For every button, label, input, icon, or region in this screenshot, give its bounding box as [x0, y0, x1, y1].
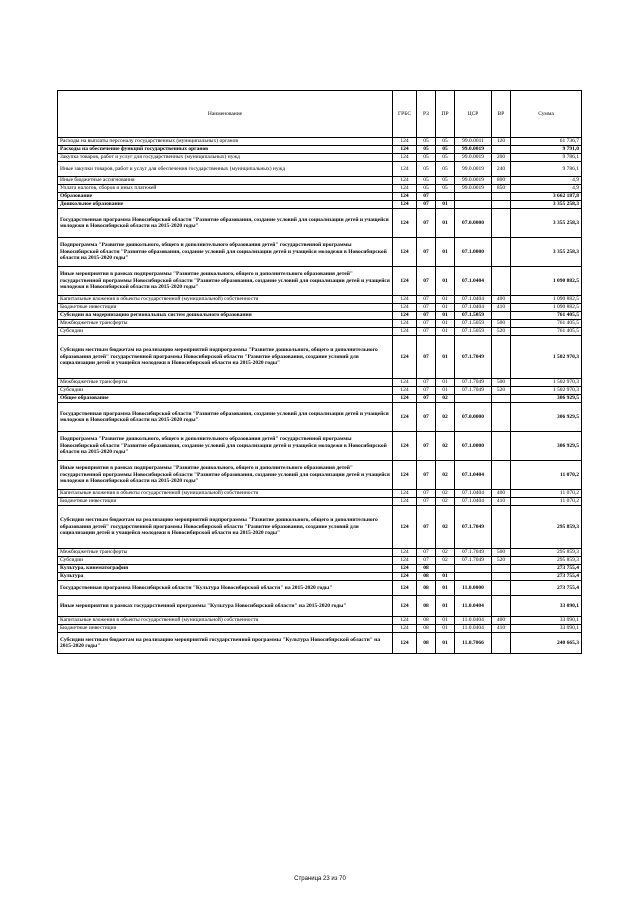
- table-row: [58, 403, 582, 432]
- cell-sum: 9 786,1: [511, 154, 582, 162]
- cell-vr: [492, 403, 511, 432]
- cell-rz: 05: [417, 154, 436, 162]
- cell-vr: 400: [492, 490, 511, 498]
- cell-pr: 02: [436, 557, 455, 565]
- table-row: [58, 177, 582, 185]
- cell-pr: 05: [436, 177, 455, 185]
- cell-csr: 07.1.0404: [455, 296, 492, 304]
- cell-csr: [455, 573, 492, 581]
- cell-name: Культура: [58, 573, 393, 581]
- cell-csr: 07.1.7049: [455, 387, 492, 395]
- cell-sum: 1 090 882,5: [511, 267, 582, 296]
- cell-pr: 02: [436, 498, 455, 506]
- cell-sum: 295 859,3: [511, 549, 582, 557]
- cell-grbs: 124: [393, 596, 417, 617]
- cell-grbs: 124: [393, 146, 417, 154]
- cell-grbs: 124: [393, 581, 417, 596]
- cell-sum: 9 791,0: [511, 146, 582, 154]
- table-row: [58, 617, 582, 625]
- cell-rz: 07: [417, 312, 436, 320]
- cell-vr: 520: [492, 387, 511, 395]
- table-body: [58, 138, 582, 654]
- cell-grbs: 124: [393, 432, 417, 461]
- table-header-row: [58, 91, 582, 138]
- cell-rz: 08: [417, 617, 436, 625]
- cell-vr: 400: [492, 296, 511, 304]
- cell-name: Иные мероприятия в рамках государственной программы "Культура Новосибирской области" на 2015-2020 годы": [58, 596, 393, 617]
- table-row: [58, 565, 582, 573]
- cell-rz: 05: [417, 177, 436, 185]
- cell-name: Капитальные вложения в объекты государственной (муниципальной) собственности: [58, 617, 393, 625]
- cell-grbs: 124: [393, 549, 417, 557]
- cell-rz: 07: [417, 387, 436, 395]
- table-row: [58, 296, 582, 304]
- cell-grbs: 124: [393, 320, 417, 328]
- cell-name: Субсидии: [58, 328, 393, 336]
- cell-rz: 07: [417, 209, 436, 238]
- cell-rz: 07: [417, 320, 436, 328]
- cell-csr: 07.1.0000: [455, 238, 492, 267]
- table-row: [58, 498, 582, 506]
- cell-sum: 1 090 882,5: [511, 304, 582, 312]
- cell-pr: 05: [436, 185, 455, 193]
- cell-name: Межбюджетные трансферты: [58, 379, 393, 387]
- cell-grbs: 124: [393, 379, 417, 387]
- cell-csr: [455, 201, 492, 209]
- table-row: [58, 395, 582, 403]
- cell-grbs: 124: [393, 185, 417, 193]
- cell-pr: 01: [436, 209, 455, 238]
- cell-csr: 99.0.0019: [455, 162, 492, 177]
- cell-pr: 02: [436, 506, 455, 549]
- header-name: Наименование: [58, 91, 393, 138]
- cell-csr: [455, 395, 492, 403]
- cell-name: Капитальные вложения в объекты государственной (муниципальной) собственности: [58, 490, 393, 498]
- cell-grbs: 124: [393, 633, 417, 654]
- cell-vr: 410: [492, 498, 511, 506]
- cell-name: Бюджетные инвестиции: [58, 498, 393, 506]
- cell-csr: 07.1.0000: [455, 432, 492, 461]
- cell-pr: 05: [436, 138, 455, 146]
- cell-vr: [492, 432, 511, 461]
- cell-pr: 01: [436, 336, 455, 379]
- cell-sum: 761 405,5: [511, 320, 582, 328]
- cell-sum: 33 090,1: [511, 625, 582, 633]
- cell-csr: 07.1.5059: [455, 328, 492, 336]
- cell-rz: 05: [417, 146, 436, 154]
- cell-name: Иные закупки товаров, работ и услуг для обеспечения государственных (муниципальных) нужд: [58, 162, 393, 177]
- cell-sum: 761 405,5: [511, 328, 582, 336]
- cell-pr: 02: [436, 461, 455, 490]
- cell-name: Расходы на обеспечение функций государственных органов: [58, 146, 393, 154]
- table-row: [58, 238, 582, 267]
- cell-rz: 08: [417, 633, 436, 654]
- cell-vr: [492, 633, 511, 654]
- cell-name: Культура, кинематография: [58, 565, 393, 573]
- cell-rz: 07: [417, 201, 436, 209]
- cell-csr: 07.1.0404: [455, 490, 492, 498]
- cell-sum: 306 929,5: [511, 395, 582, 403]
- cell-csr: 07.1.7049: [455, 557, 492, 565]
- cell-sum: 761 405,5: [511, 312, 582, 320]
- cell-sum: 33 090,1: [511, 596, 582, 617]
- cell-sum: 273 755,4: [511, 565, 582, 573]
- cell-name: Дошкольное образование: [58, 201, 393, 209]
- cell-sum: 3 355 258,3: [511, 238, 582, 267]
- table-row: [58, 490, 582, 498]
- cell-sum: 11 070,2: [511, 490, 582, 498]
- cell-csr: 99.0.0011: [455, 138, 492, 146]
- cell-name: Иные мероприятия в рамках подпрограммы "Развитие дошкольного, общего и дополнительного образования детей" государственной программы Новосибирской области "Развитие образования, создание условий для социализации детей и учащейся молодежи в Новосибирской области на 2015-2020 годы": [58, 461, 393, 490]
- table-row: [58, 312, 582, 320]
- table-row: [58, 185, 582, 193]
- table-row: [58, 379, 582, 387]
- cell-sum: 240 665,3: [511, 633, 582, 654]
- table-row: [58, 146, 582, 154]
- cell-sum: 306 929,5: [511, 403, 582, 432]
- cell-pr: 01: [436, 379, 455, 387]
- table-row: [58, 138, 582, 146]
- table-row: [58, 432, 582, 461]
- cell-pr: 02: [436, 403, 455, 432]
- cell-vr: [492, 238, 511, 267]
- table-row: [58, 201, 582, 209]
- cell-vr: 120: [492, 138, 511, 146]
- table-row: [58, 336, 582, 379]
- cell-vr: [492, 565, 511, 573]
- cell-pr: 01: [436, 328, 455, 336]
- cell-sum: 273 755,4: [511, 581, 582, 596]
- header-sum: Сумма: [511, 91, 582, 138]
- cell-csr: 07.1.5059: [455, 312, 492, 320]
- header-csr: ЦСР: [455, 91, 492, 138]
- cell-csr: 07.1.0404: [455, 304, 492, 312]
- table-row: [58, 328, 582, 336]
- cell-grbs: 124: [393, 506, 417, 549]
- cell-grbs: 124: [393, 403, 417, 432]
- cell-pr: 05: [436, 154, 455, 162]
- cell-pr: 05: [436, 146, 455, 154]
- cell-name: Бюджетные инвестиции: [58, 304, 393, 312]
- cell-name: Общее образование: [58, 395, 393, 403]
- cell-vr: 850: [492, 185, 511, 193]
- cell-csr: 07.1.0404: [455, 267, 492, 296]
- cell-vr: 500: [492, 379, 511, 387]
- cell-csr: 99.0.0019: [455, 146, 492, 154]
- cell-pr: [436, 193, 455, 201]
- table-row: [58, 461, 582, 490]
- table-row: [58, 387, 582, 395]
- cell-grbs: 124: [393, 336, 417, 379]
- cell-grbs: 124: [393, 461, 417, 490]
- cell-rz: 07: [417, 506, 436, 549]
- table-row: [58, 162, 582, 177]
- cell-pr: 01: [436, 201, 455, 209]
- cell-rz: 07: [417, 379, 436, 387]
- cell-sum: 306 929,5: [511, 432, 582, 461]
- cell-name: Уплата налогов, сборов и иных платежей: [58, 185, 393, 193]
- cell-csr: 07.1.7049: [455, 506, 492, 549]
- cell-grbs: 124: [393, 138, 417, 146]
- cell-sum: 4,9: [511, 177, 582, 185]
- cell-vr: 410: [492, 304, 511, 312]
- cell-rz: 08: [417, 573, 436, 581]
- cell-sum: 11 070,2: [511, 461, 582, 490]
- cell-sum: 11 070,2: [511, 498, 582, 506]
- cell-grbs: 124: [393, 387, 417, 395]
- cell-rz: 08: [417, 596, 436, 617]
- cell-name: Подпрограмма "Развитие дошкольного, общего и дополнительного образования детей" государственной программы Новосибирской области "Развитие образования, создание условий для социализации детей и учащейся молодежи в Новосибирской области на 2015-2020 годы": [58, 432, 393, 461]
- cell-csr: 07.1.5059: [455, 320, 492, 328]
- cell-sum: 4,9: [511, 185, 582, 193]
- cell-grbs: 124: [393, 498, 417, 506]
- cell-name: Государственная программа Новосибирской области "Развитие образования, создание условий для социализации детей и учащейся молодежи в Новосибирской области на 2015-2020 годы": [58, 403, 393, 432]
- cell-pr: 01: [436, 581, 455, 596]
- cell-csr: 07.1.0404: [455, 461, 492, 490]
- cell-pr: 01: [436, 238, 455, 267]
- cell-csr: 99.0.0019: [455, 154, 492, 162]
- cell-sum: 1 502 970,3: [511, 387, 582, 395]
- cell-vr: [492, 573, 511, 581]
- cell-pr: 02: [436, 549, 455, 557]
- cell-csr: 07.1.7049: [455, 549, 492, 557]
- cell-csr: 07.1.7049: [455, 336, 492, 379]
- cell-grbs: 124: [393, 490, 417, 498]
- table-row: [58, 267, 582, 296]
- cell-grbs: 124: [393, 304, 417, 312]
- table-row: [58, 633, 582, 654]
- cell-rz: 07: [417, 336, 436, 379]
- cell-grbs: 124: [393, 557, 417, 565]
- cell-pr: 01: [436, 617, 455, 625]
- cell-rz: 08: [417, 625, 436, 633]
- cell-vr: 200: [492, 154, 511, 162]
- cell-csr: 07.0.0000: [455, 209, 492, 238]
- cell-name: Межбюджетные трансферты: [58, 549, 393, 557]
- cell-csr: 99.0.0019: [455, 185, 492, 193]
- cell-rz: 07: [417, 557, 436, 565]
- cell-sum: 273 755,4: [511, 573, 582, 581]
- header-grbs: ГРБС: [393, 91, 417, 138]
- cell-name: Капитальные вложения в объекты государственной (муниципальной) собственности: [58, 296, 393, 304]
- cell-csr: 99.0.0019: [455, 177, 492, 185]
- cell-csr: 11.0.0404: [455, 596, 492, 617]
- page-number: Страница 23 из 70: [294, 876, 346, 882]
- cell-csr: 11.0.0404: [455, 625, 492, 633]
- cell-pr: 02: [436, 490, 455, 498]
- cell-csr: 07.0.0000: [455, 403, 492, 432]
- cell-rz: 07: [417, 267, 436, 296]
- cell-csr: 11.0.0404: [455, 617, 492, 625]
- cell-name: Подпрограмма "Развитие дошкольного, общего и дополнительного образования детей" государственной программы Новосибирской области "Развитие образования, создание условий для социализации детей и учащейся молодежи в Новосибирской области на 2015-2020 годы": [58, 238, 393, 267]
- cell-vr: [492, 146, 511, 154]
- cell-sum: 1 090 882,5: [511, 296, 582, 304]
- cell-pr: 05: [436, 162, 455, 177]
- cell-name: Иные бюджетные ассигнования: [58, 177, 393, 185]
- cell-csr: 11.0.0000: [455, 581, 492, 596]
- cell-name: Закупка товаров, работ и услуг для государственных (муниципальных) нужд: [58, 154, 393, 162]
- cell-name: Образование: [58, 193, 393, 201]
- cell-csr: 07.1.0404: [455, 498, 492, 506]
- cell-pr: 01: [436, 633, 455, 654]
- cell-sum: 295 859,3: [511, 506, 582, 549]
- cell-name: Субсидии: [58, 387, 393, 395]
- cell-name: Субсидии местным бюджетам на реализацию мероприятий государственной программы "Культура Новосибирской области" на 2015-2020 годы": [58, 633, 393, 654]
- cell-rz: 05: [417, 138, 436, 146]
- cell-rz: 07: [417, 432, 436, 461]
- cell-csr: [455, 193, 492, 201]
- cell-name: Государственная программа Новосибирской области "Развитие образования, создание условий для социализации детей и учащейся молодежи в Новосибирской области на 2015-2020 годы": [58, 209, 393, 238]
- cell-grbs: 124: [393, 267, 417, 296]
- cell-name: Бюджетные инвестиции: [58, 625, 393, 633]
- cell-rz: 05: [417, 185, 436, 193]
- cell-vr: 800: [492, 177, 511, 185]
- table-row: [58, 557, 582, 565]
- cell-vr: 410: [492, 625, 511, 633]
- cell-rz: 07: [417, 395, 436, 403]
- cell-pr: 02: [436, 432, 455, 461]
- cell-vr: [492, 596, 511, 617]
- cell-sum: 9 786,1: [511, 162, 582, 177]
- cell-vr: [492, 336, 511, 379]
- cell-rz: 07: [417, 238, 436, 267]
- cell-name: Субсидии местным бюджетам на реализацию мероприятий подпрограммы "Развитие дошкольного, общего и дополнительного образования детей" государственной программы Новосибирской области "Развитие образования, создание условий для социализации детей и учащейся молодежи в Новосибирской области на 2015-2020 годы": [58, 336, 393, 379]
- cell-sum: 1 502 970,3: [511, 336, 582, 379]
- cell-sum: 295 859,3: [511, 557, 582, 565]
- cell-grbs: 124: [393, 565, 417, 573]
- cell-vr: 500: [492, 549, 511, 557]
- table-row: [58, 320, 582, 328]
- cell-rz: 07: [417, 403, 436, 432]
- header-pr: ПР: [436, 91, 455, 138]
- cell-pr: 01: [436, 267, 455, 296]
- cell-vr: [492, 395, 511, 403]
- cell-grbs: 124: [393, 177, 417, 185]
- cell-pr: 01: [436, 296, 455, 304]
- cell-vr: [492, 581, 511, 596]
- cell-grbs: 124: [393, 573, 417, 581]
- cell-grbs: 124: [393, 238, 417, 267]
- cell-rz: 07: [417, 549, 436, 557]
- cell-sum: 3 662 187,8: [511, 193, 582, 201]
- cell-name: Межбюджетные трансферты: [58, 320, 393, 328]
- cell-pr: 01: [436, 387, 455, 395]
- cell-vr: 520: [492, 557, 511, 565]
- cell-csr: 11.0.7066: [455, 633, 492, 654]
- cell-name: Иные мероприятия в рамках подпрограммы "Развитие дошкольного, общего и дополнительного образования детей" государственной программы Новосибирской области "Развитие образования, создание условий для социализации детей и учащейся молодежи в Новосибирской области на 2015-2020 годы": [58, 267, 393, 296]
- cell-grbs: 124: [393, 154, 417, 162]
- cell-vr: [492, 267, 511, 296]
- cell-grbs: 124: [393, 617, 417, 625]
- cell-grbs: 124: [393, 312, 417, 320]
- cell-pr: 01: [436, 320, 455, 328]
- table-row: [58, 154, 582, 162]
- cell-rz: 07: [417, 461, 436, 490]
- cell-sum: 61 736,7: [511, 138, 582, 146]
- cell-pr: 01: [436, 625, 455, 633]
- cell-pr: 01: [436, 304, 455, 312]
- cell-sum: 1 502 970,3: [511, 379, 582, 387]
- header-vr: ВР: [492, 91, 511, 138]
- cell-csr: 07.1.7049: [455, 379, 492, 387]
- cell-grbs: 124: [393, 625, 417, 633]
- cell-grbs: 124: [393, 193, 417, 201]
- cell-grbs: 124: [393, 296, 417, 304]
- cell-pr: 01: [436, 596, 455, 617]
- table-row: [58, 193, 582, 201]
- header-rz: РЗ: [417, 91, 436, 138]
- cell-pr: 01: [436, 573, 455, 581]
- cell-rz: 07: [417, 304, 436, 312]
- cell-rz: 07: [417, 498, 436, 506]
- cell-vr: [492, 209, 511, 238]
- cell-rz: 07: [417, 328, 436, 336]
- cell-name: Государственная программа Новосибирской области "Культура Новосибирской области" на 2015-2020 годы": [58, 581, 393, 596]
- cell-grbs: 124: [393, 201, 417, 209]
- cell-grbs: 124: [393, 162, 417, 177]
- cell-pr: [436, 565, 455, 573]
- cell-vr: [492, 506, 511, 549]
- cell-sum: 3 355 258,3: [511, 201, 582, 209]
- cell-vr: 240: [492, 162, 511, 177]
- cell-name: Субсидии на модернизацию региональных систем дошкольного образования: [58, 312, 393, 320]
- table-row: [58, 209, 582, 238]
- budget-table: [57, 90, 582, 654]
- table-row: [58, 549, 582, 557]
- table-row: [58, 573, 582, 581]
- cell-vr: [492, 201, 511, 209]
- table-row: [58, 625, 582, 633]
- table-row: [58, 581, 582, 596]
- table-row: [58, 506, 582, 549]
- cell-grbs: 124: [393, 395, 417, 403]
- cell-vr: [492, 461, 511, 490]
- cell-rz: 08: [417, 565, 436, 573]
- cell-vr: [492, 312, 511, 320]
- cell-rz: 07: [417, 490, 436, 498]
- cell-rz: 07: [417, 296, 436, 304]
- cell-rz: 07: [417, 193, 436, 201]
- cell-name: Субсидии местным бюджетам на реализацию мероприятий подпрограммы "Развитие дошкольного, общего и дополнительного образования детей" государственной программы Новосибирской области "Развитие образования, создание условий для социализации детей и учащейся молодежи в Новосибирской области на 2015-2020 годы": [58, 506, 393, 549]
- cell-vr: 520: [492, 328, 511, 336]
- cell-vr: 400: [492, 617, 511, 625]
- cell-grbs: 124: [393, 328, 417, 336]
- cell-vr: 500: [492, 320, 511, 328]
- cell-name: Субсидии: [58, 557, 393, 565]
- table-row: [58, 304, 582, 312]
- table-row: [58, 596, 582, 617]
- cell-sum: 33 090,1: [511, 617, 582, 625]
- cell-name: Расходы на выплаты персоналу государственных (муниципальных) органов: [58, 138, 393, 146]
- cell-vr: [492, 193, 511, 201]
- cell-sum: 3 355 258,3: [511, 209, 582, 238]
- cell-pr: 02: [436, 395, 455, 403]
- cell-rz: 08: [417, 581, 436, 596]
- cell-csr: [455, 565, 492, 573]
- cell-rz: 05: [417, 162, 436, 177]
- cell-pr: 01: [436, 312, 455, 320]
- cell-grbs: 124: [393, 209, 417, 238]
